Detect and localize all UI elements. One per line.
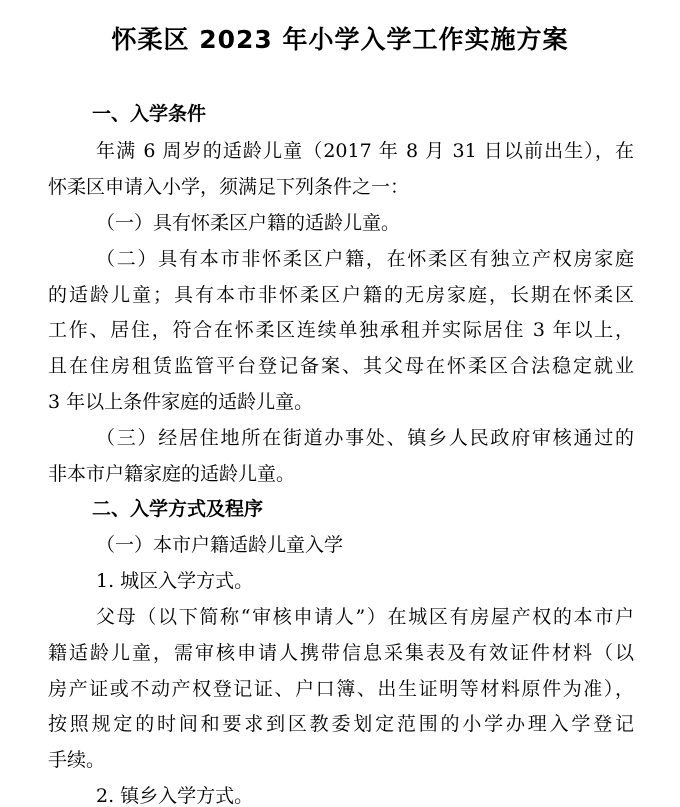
paragraph-line: （二）具有本市非怀柔区户籍，在怀柔区有独立产权房家庭 bbox=[96, 248, 634, 270]
paragraph-line: 房产证或不动产权登记证、户口簿、出生证明等材料原件为准）， bbox=[48, 678, 634, 700]
section-heading-2: 二、入学方式及程序 bbox=[92, 498, 264, 520]
subsection-heading: （一）本市户籍适龄儿童入学 bbox=[96, 534, 344, 556]
paragraph-line: 年满 6 周岁的适龄儿童（2017 年 8 月 31 日以前出生），在 bbox=[96, 140, 634, 162]
paragraph-line: 且在住房租赁监管平台登记备案、其父母在怀柔区合法稳定就业 bbox=[48, 355, 634, 377]
paragraph-line: 父母（以下简称“审核申请人”）在城区有房屋产权的本市户 bbox=[96, 606, 634, 628]
paragraph-line: （一）具有怀柔区户籍的适龄儿童。 bbox=[96, 212, 401, 234]
paragraph-line: 工作、居住，符合在怀柔区连续单独承租并实际居住 3 年以上， bbox=[48, 319, 634, 341]
paragraph-line: 3 年以上条件家庭的适龄儿童。 bbox=[48, 391, 314, 413]
paragraph-line: 怀柔区申请入小学，须满足下列条件之一： bbox=[48, 176, 410, 198]
document-title: 怀柔区 2023 年小学入学工作实施方案 bbox=[111, 25, 569, 54]
paragraph-line: （三）经居住地所在街道办事处、镇乡人民政府审核通过的 bbox=[96, 427, 634, 449]
paragraph-line: 1. 城区入学方式。 bbox=[96, 570, 254, 592]
paragraph-line: 非本市户籍家庭的适龄儿童。 bbox=[48, 463, 296, 485]
paragraph-line: 籍适龄儿童，需审核申请人携带信息采集表及有效证件材料（以 bbox=[48, 642, 634, 664]
paragraph-line: 的适龄儿童；具有本市非怀柔区户籍的无房家庭，长期在怀柔区 bbox=[48, 284, 634, 306]
paragraph-line: 按照规定的时间和要求到区教委划定范围的小学办理入学登记 bbox=[48, 713, 634, 735]
paragraph-line: 手续。 bbox=[48, 749, 106, 771]
paragraph-line: 2. 镇乡入学方式。 bbox=[96, 785, 254, 807]
section-heading-1: 一、入学条件 bbox=[92, 103, 207, 125]
